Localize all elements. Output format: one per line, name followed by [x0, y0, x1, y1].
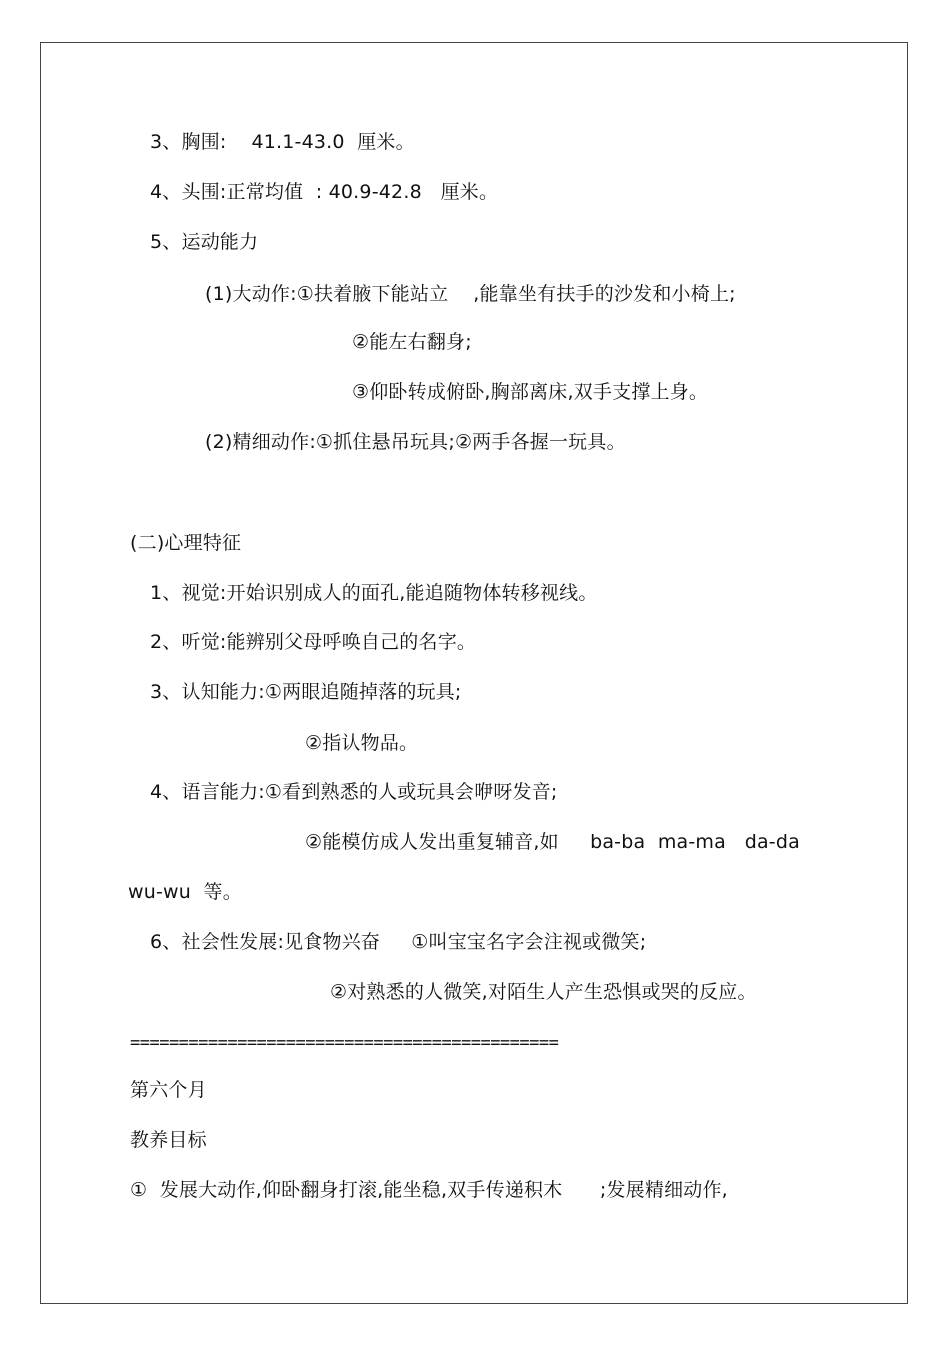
text-line-gross-motor-3: ③仰卧转成俯卧,胸部离床,双手支撑上身。: [352, 381, 709, 403]
text-line-language: 4、语言能力:①看到熟悉的人或玩具会咿呀发音;: [150, 781, 558, 803]
text-line-cognition-2: ②指认物品。: [305, 732, 419, 754]
text-line-vision: 1、视觉:开始识别成人的面孔,能追随物体转移视线。: [150, 582, 598, 604]
text-line-goal-1: ① 发展大动作,仰卧翻身打滚,能坐稳,双手传递积木 ;发展精细动作,: [130, 1179, 728, 1201]
text-line-gross-motor-2: ②能左右翻身;: [352, 331, 472, 353]
text-line-hearing: 2、听觉:能辨别父母呼唤自己的名字。: [150, 631, 477, 653]
text-line-fine-motor: (2)精细动作:①抓住悬吊玩具;②两手各握一玩具。: [205, 431, 626, 453]
section-title-sixth-month: 第六个月: [130, 1079, 207, 1101]
text-line-social: 6、社会性发展:见食物兴奋 ①叫宝宝名字会注视或微笑;: [150, 931, 647, 953]
text-line-language-2: ②能模仿成人发出重复辅音,如 ba-ba ma-ma da-da: [305, 831, 800, 853]
text-line-gross-motor: (1)大动作:①扶着腋下能站立 ,能靠坐有扶手的沙发和小椅上;: [205, 283, 736, 305]
separator-line: ============================================: [130, 1033, 559, 1053]
text-line-motor-ability: 5、运动能力: [150, 231, 259, 253]
text-line-social-2: ②对熟悉的人微笑,对陌生人产生恐惧或哭的反应。: [330, 981, 757, 1003]
text-line-chest-circumference: 3、胸围: 41.1-43.0 厘米。: [150, 131, 415, 153]
section-heading-psychological: (二)心理特征: [130, 532, 242, 554]
section-heading-goals: 教养目标: [130, 1129, 207, 1151]
text-line-cognition: 3、认知能力:①两眼追随掉落的玩具;: [150, 681, 462, 703]
text-line-head-circumference: 4、头围:正常均值 : 40.9-42.8 厘米。: [150, 181, 499, 203]
text-line-language-3: wu-wu 等。: [128, 881, 242, 903]
